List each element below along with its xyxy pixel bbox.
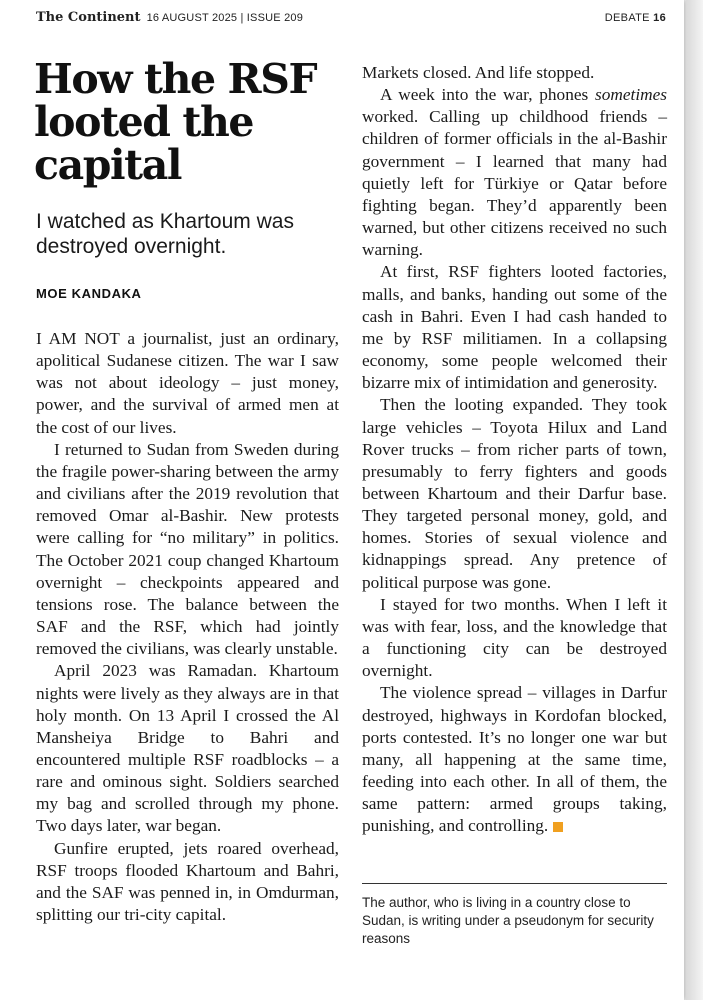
date-issue: 16 AUGUST 2025 | ISSUE 209 — [146, 12, 304, 24]
paragraph: Markets closed. And life stopped. — [362, 63, 595, 82]
article-column-2 — [362, 62, 667, 837]
paragraph-text: A week into the war, phones — [380, 85, 595, 105]
end-mark-icon — [553, 822, 563, 832]
paragraph-text: The violence spread – villages in Darfur destroyed, highways in Kordofan blocked, ports contested. It’s no longer one war but many, all happening at the same time, feeding into each other. In all of them, the same pattern: armed groups taking, punishing, and controlling. — [362, 683, 667, 836]
paragraph: I returned to Sudan from Sweden during the fragile power-sharing between the army and civilians after the 2019 revolution that removed Omar al-Bashir. New protests were calling for “no military” in politics. The October 2021 coup changed Khartoum overnight – checkpoints appeared and tensions rose. The balance between the SAF and the RSF, which had jointly removed the civilians, was clearly unstable. — [36, 439, 339, 659]
paragraph: April 2023 was Ramadan. Khartoum nights were lively as they always are in that holy month. On 13 April I crossed the Al Mansheiya Bridge to Bahri and encountered multiple RSF roadblocks – a rare and ominous sight. Soldiers searched my bag and scrolled through my phone. Two days later, war began. — [36, 661, 339, 836]
paragraph: At first, RSF fighters looted factories, malls, and banks, handing out some of the cash in Bahri. Even I had cash handed to me by RSF militiamen. In a collapsing economy, some people welcomed their bizarre mix of intimidation and generosity. — [362, 262, 667, 393]
emphasis: sometimes — [595, 85, 667, 105]
paragraph — [362, 84, 667, 261]
paragraph: Gunfire erupted, jets roared overhead, RSF troops flooded Khartoum and Bahri, and the SAF was penned in, in Omdurman, splitting our tri-city capital. — [36, 838, 339, 925]
publication-name: The Continent — [36, 10, 141, 25]
divider — [362, 883, 667, 884]
headline: How the RSF looted the capital — [34, 55, 317, 189]
paragraph-text: worked. Calling up childhood friends – children of former officials in the al-Bashir government – I learned that many had quietly left for Türkiye or Qatar before fighting began. They’d apparently been warned, but other citizens received no such warning. — [362, 107, 667, 260]
page-edge — [686, 0, 703, 1000]
byline: MOE KANDAKA — [36, 286, 142, 301]
section-label — [605, 12, 666, 24]
paragraph — [362, 682, 667, 837]
paragraph: I stayed for two months. When I left it was with fear, loss, and the knowledge that a functioning city can be destroyed overnight. — [362, 594, 667, 681]
standfirst: I watched as Khartoum was destroyed overnight. — [36, 210, 294, 258]
paragraph: Then the looting expanded. They took large vehicles – Toyota Hilux and Land Rover trucks – from richer parts of town, presumably to ferry fighters and goods between Khartoum and their Darfur base. They targeted personal money, gold, and homes. Stories of sexual violence and kidnappings spread. Any pretence of political purpose was gone. — [362, 395, 667, 592]
page-number: 16 — [653, 12, 666, 24]
page-header — [36, 10, 666, 28]
author-note: The author, who is living in a country close to Sudan, is writing under a pseudonym for security reasons — [362, 895, 654, 946]
paragraph: I AM NOT a journalist, just an ordinary, apolitical Sudanese citizen. The war I saw was not about ideology – just money, power, and the survival of armed men at the cost of our lives. — [36, 329, 339, 437]
section-name: DEBATE — [604, 12, 650, 24]
article-column-1 — [36, 328, 339, 926]
